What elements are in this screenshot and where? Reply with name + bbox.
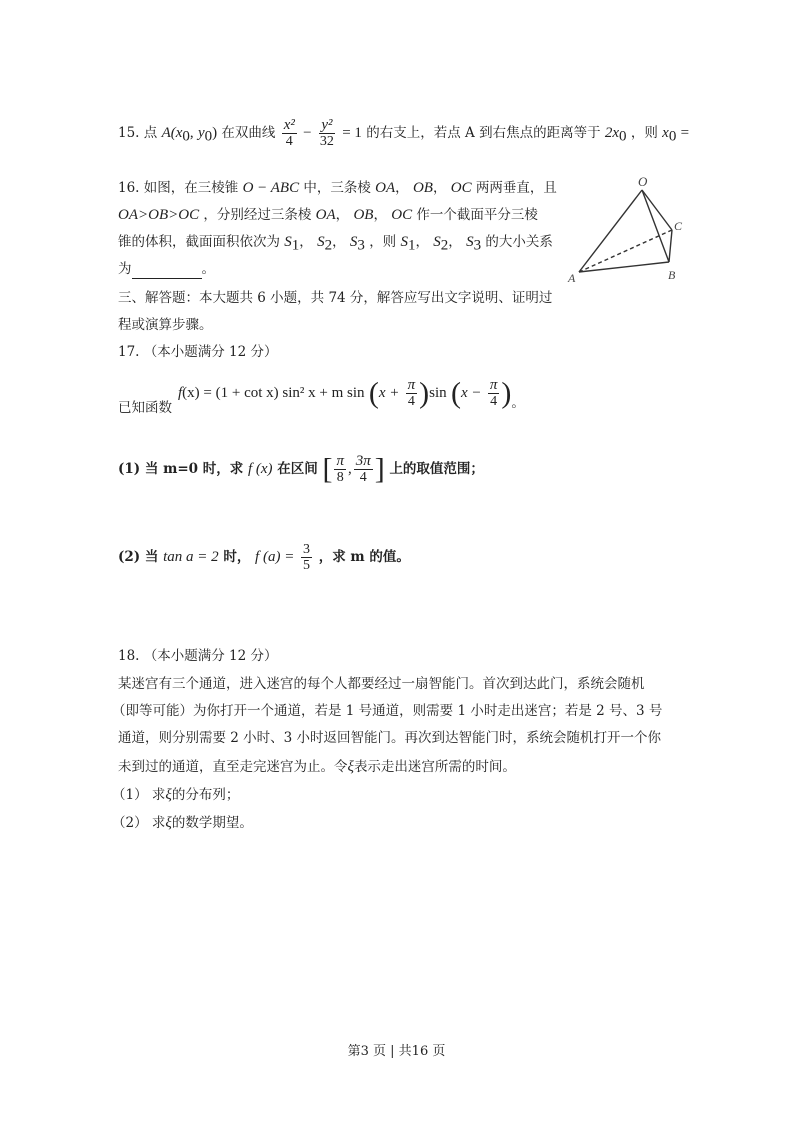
- q17-p1-frac1-den: 8: [336, 470, 344, 485]
- q17-sin: sin: [429, 385, 447, 401]
- q17-p1-frac1: [334, 454, 346, 485]
- label-o: O: [638, 174, 648, 189]
- q16-text-4b: 。: [201, 261, 215, 277]
- q15-eq2: =: [680, 125, 690, 141]
- q16-line-3: 锥的体积，截面面积依次为 $S_1$， $S_2$， $S_3$ ，则 $S_1$， $S_2$， $S_3$ 的大小关系: [118, 234, 553, 254]
- edge-ob: [642, 190, 669, 262]
- q17-p2-num: 3: [303, 542, 311, 557]
- q15-eq: = 1: [342, 125, 362, 141]
- q16-s3: S: [349, 234, 358, 250]
- q16-line-2: [118, 205, 538, 225]
- q16-oa: OA: [315, 207, 336, 223]
- q16-comma: ，: [299, 234, 313, 250]
- q16-comma: ，: [332, 234, 346, 250]
- q16-s2: S: [317, 234, 325, 250]
- q16-line-1: [118, 178, 557, 198]
- q18-sub2-b: 的数学期望。: [171, 815, 253, 831]
- q15-frac-x: [282, 118, 297, 149]
- q15-expr2: x: [662, 125, 669, 141]
- q17-p1-f: f (x): [247, 461, 273, 477]
- q16-ob: OB: [353, 207, 374, 223]
- q17-pi-b: π: [489, 377, 498, 393]
- q16-text-4a: 为: [118, 261, 132, 277]
- edge-bc: [669, 230, 672, 262]
- q18-sub1: [112, 785, 239, 805]
- q17-known: 已知函数: [118, 400, 172, 416]
- q15-frac-y-den: 32: [319, 134, 334, 149]
- q17-p1-frac1-num: π: [336, 453, 344, 469]
- q15-text-then: ，则: [630, 125, 658, 141]
- q18-sub2-a: （2） 求: [112, 815, 166, 831]
- q17-arg2: x −: [460, 385, 482, 401]
- tetrahedron-figure: [566, 172, 686, 284]
- q17-four-b: 4: [490, 394, 498, 409]
- q16-s1: S: [284, 234, 292, 250]
- q16-comma: ，: [335, 207, 350, 223]
- q17-part2: [118, 542, 410, 573]
- q17-header: 17. （本小题满分 12 分）: [118, 344, 278, 360]
- q18-sub1-a: （1） 求: [112, 787, 166, 803]
- section3-line-1: 三、解答题：本大题共 6 小题，共 74 分，解答应写出文字说明、证明过: [118, 290, 553, 306]
- section3-line-2: 程或演算步骤。: [118, 317, 213, 333]
- q16-pyramid: O − ABC: [242, 180, 300, 196]
- q17-p2-f: f (a) =: [255, 549, 295, 565]
- q16-s3: S: [466, 234, 474, 250]
- q15-frac-y-num: y²: [321, 117, 333, 133]
- q17-arg1: x +: [378, 385, 400, 401]
- q16-oa: OA: [375, 180, 396, 196]
- q17-p2-tan: tan a = 2: [163, 549, 219, 565]
- q17-pi-over-4-b: [488, 378, 500, 409]
- q16-comma: ，: [395, 180, 409, 196]
- label-c: C: [674, 219, 683, 233]
- q18-sub2: [112, 813, 253, 833]
- q15-frac-y: [318, 118, 336, 149]
- q17-p2-text-a: (2) 当: [118, 549, 159, 565]
- q18-header: 18. （本小题满分 12 分）: [118, 648, 278, 664]
- edge-oa: [579, 190, 642, 272]
- q18-xi: ξ: [165, 787, 172, 803]
- q17-period: 。: [511, 395, 525, 411]
- edge-ac-dashed: [579, 230, 672, 272]
- q17-p1-text-a: (1) 当 m=0 时，求: [118, 461, 244, 477]
- q17-p2-frac: [301, 542, 312, 573]
- q18-xi: ξ: [165, 815, 172, 831]
- q16-text-3b: ，则: [369, 234, 397, 250]
- q18-line-3: 通道，则分别需要 2 小时、3 小时返回智能门。再次到达智能门时，系统会随机打开一个你: [118, 730, 662, 746]
- q17-p1-text-b: 在区间: [277, 461, 318, 477]
- q17-f: f: [178, 385, 183, 401]
- q16-text-1a: 16. 如图，在三棱锥: [118, 180, 239, 196]
- q16-text-2a: ，分别经过三条棱: [203, 207, 312, 223]
- q15-frac-x-num: x²: [283, 117, 295, 133]
- q18-line-2: （即等可能）为你打开一个通道，若是 1 号通道，则需要 1 小时走出迷宫；若是 2 号、3 号: [112, 703, 663, 719]
- q16-ob: OB: [412, 180, 433, 196]
- q17-p1-frac2-den: 4: [359, 470, 367, 485]
- label-b: B: [668, 268, 676, 282]
- q17-p2-text-c: ，求 m 的值。: [318, 549, 410, 565]
- q16-text-3a: 锥的体积，截面面积依次为: [118, 234, 280, 250]
- q18-line-4: [118, 757, 516, 777]
- q17-p2-den: 5: [303, 558, 311, 573]
- q17-part1: (1) 当 m=0 时，求 f (x) 在区间 [ $\frac{\pi}{8}$ , $\frac{3\pi}{4}$ ] 上的取值范围；: [118, 452, 484, 486]
- q17-formula-main: (x) = (1 + cot x) sin² x + m sin: [182, 385, 365, 401]
- q15-text-condition: 的右支上，若点 A 到右焦点的距离等于: [366, 125, 601, 141]
- q16-comma: ，: [373, 207, 387, 223]
- q16-comma: ，: [448, 234, 462, 250]
- q16-oc: OC: [450, 180, 472, 196]
- q17-pi-a: π: [407, 377, 416, 393]
- q16-inequality: OA>OB>OC: [118, 207, 200, 223]
- q17-p1-frac2-num: 3π: [355, 453, 371, 469]
- q15-frac-x-den: 4: [285, 134, 293, 149]
- edge-oc: [642, 190, 672, 230]
- q15-label: 15. 点: [118, 125, 158, 141]
- q15-minus: −: [303, 125, 312, 141]
- q16-s2: S: [433, 234, 441, 250]
- q16-text-1b: 中，三条棱: [303, 180, 371, 196]
- q16-text-1c: 两两垂直，且: [475, 180, 557, 196]
- q18-sub1-b: 的分布列；: [171, 787, 240, 803]
- q18-text-4b: 表示走出迷宫所需的时间。: [353, 759, 516, 775]
- q15-line: 15. 点 $A(x_0$, $y_0$) 在双曲线 $\frac{\text{x²}}{4}$ − $\frac{\text{y²}}{32}$ = 1 的右支上，若点 A 到右焦点的距离等于 $2x_0$ ，则 $x_0$ =: [118, 117, 690, 149]
- q16-oc: OC: [391, 207, 413, 223]
- q16-answer-blank: [132, 264, 202, 279]
- edge-ab: [579, 262, 669, 272]
- q16-line-4: [118, 259, 215, 279]
- page-footer: 第3 页 | 共16 页: [347, 1044, 446, 1059]
- q16-s1: S: [400, 234, 408, 250]
- q17-pi-over-4-a: [406, 378, 418, 409]
- q17-four-a: 4: [407, 394, 415, 409]
- q18-xi: ξ: [347, 759, 354, 775]
- label-a: A: [568, 271, 576, 284]
- q17-p1-text-c: 上的取值范围；: [389, 461, 484, 477]
- q18-line-1: 某迷宫有三个通道，进入迷宫的每个人都要经过一扇智能门。首次到达此门，系统会随机: [118, 676, 645, 692]
- q17-p1-frac2: [354, 454, 373, 485]
- q16-comma: ，: [432, 180, 447, 196]
- q16-comma: ，: [415, 234, 429, 250]
- q15-expr: 2x: [604, 125, 620, 141]
- q16-text-3c: 的大小关系: [485, 234, 553, 250]
- q15-text-hyperbola: 在双曲线: [221, 125, 276, 141]
- q16-text-2b: 作一个截面平分三棱: [416, 207, 538, 223]
- q18-text-4a: 未到过的通道，直至走完迷宫为止。令: [118, 759, 348, 775]
- q15-point-y: y: [197, 125, 205, 141]
- q17-p2-text-b: 时，: [223, 549, 251, 565]
- q15-point: A(x: [161, 125, 183, 141]
- q17-formula: f(x) = (1 + cot x) sin² x + m sin (x + $\frac{\pi}{4}$ )sin (x − $\frac{\pi}{4}$ )。: [178, 376, 525, 411]
